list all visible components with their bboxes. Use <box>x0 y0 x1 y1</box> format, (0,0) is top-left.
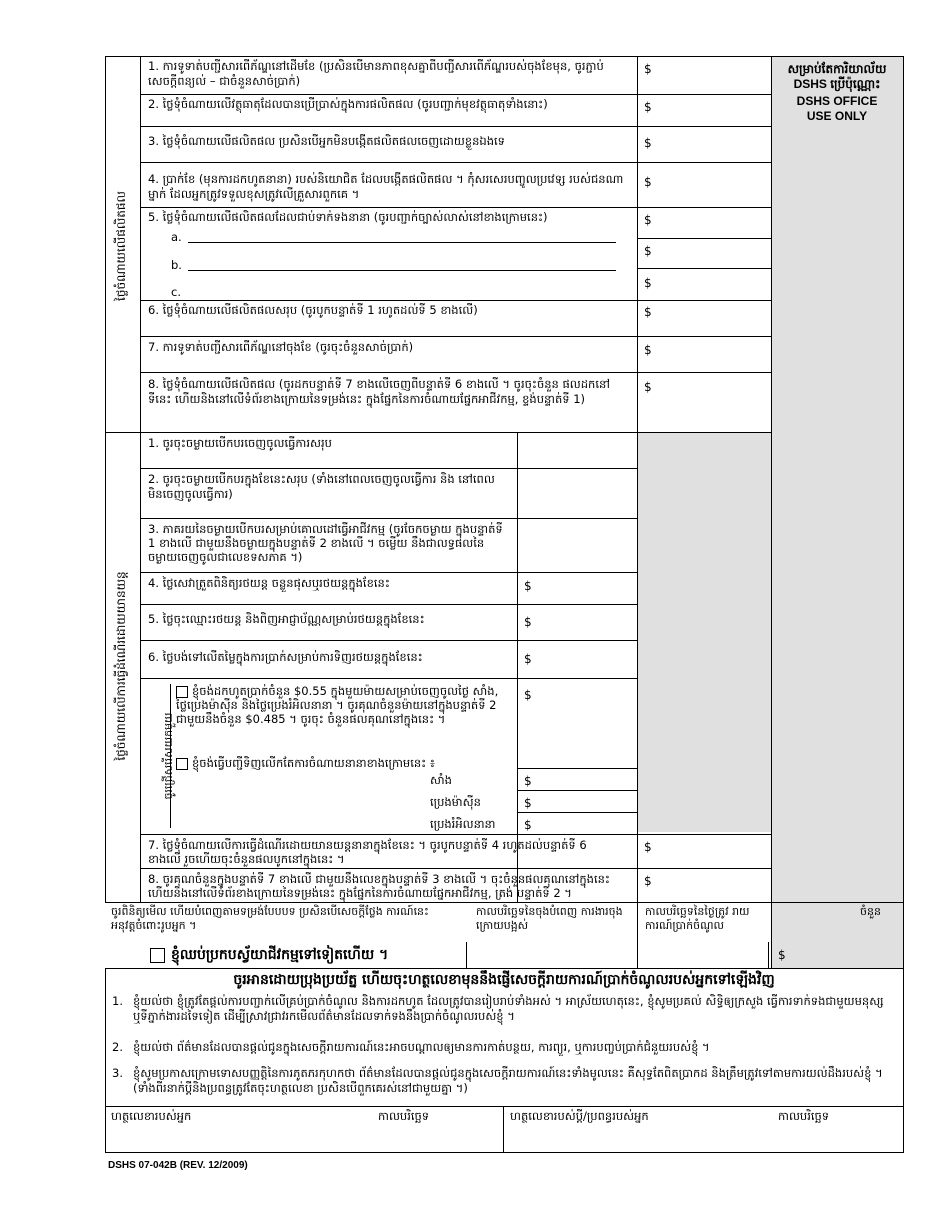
s1-row7-dollar[interactable]: $ <box>644 343 652 357</box>
s2-option1: ខ្ញុំចង់ដកហូតប្រាក់ចំនួន $0.55 ក្នុងមួយម៉ាយសម្រាប់ចេញចូលថ្ងៃ សាំង, ថ្លៃប្រេងម៉ាស៊ីន និងថ្លៃប្រេងរំអិលនានា ។ ចូរគុណចំនួនម៉ាយនៅក្នុងបន្ទាត់ទី 2 ជាមួយនឹងចំនួន $0.485 ។ ចូរចុះ ចំនួនផលគុណនៅក្នុងនេះ ។ <box>176 684 499 726</box>
certify-num-2: 2. <box>112 1040 123 1054</box>
s2-oil-label: ប្រេងម៉ាស៊ីន <box>430 795 481 809</box>
s1-sub-c: c. <box>171 285 181 299</box>
date1-label[interactable]: កាលបរិច្ឆេទ <box>378 1109 430 1123</box>
s2-row8-text: 8. ចូរគុណចំនួនក្នុងបន្ទាត់ទី 7 ខាងលើ ជាមួយនឹងលេខក្នុងបន្ទាត់ទី 3 ខាងលើ ។ ចុះចំនួនផលគុណនៅក្នុងនេះ ហើយនិងនៅលើទំព័រខាងក្រោយនៃទម្រង់នេះ ក្នុងផ្នែកនៃការចំណាយផ្នែកអាជីវកម្ម, ត្រង់ បន្ទាត់ទី 2 ។ <box>148 872 610 900</box>
s1-row3-text: 3. ថ្លៃទុំចំណាយលើផលិតផល ប្រសិនបើអ្នកមិនបង្កើតផលិតផលចេញដោយខ្លួនឯងទេ <box>148 134 505 148</box>
s1-sub-a-line <box>188 242 616 243</box>
s1-row5b-dollar[interactable]: $ <box>644 244 652 258</box>
certify-text-1: ខ្ញុំយល់ថា ខ្ញុំត្រូវតែផ្តល់ការបញ្ជាក់លើគ្រប់ប្រាក់ចំណូល និងការដកហូត ដែលត្រូវបានរៀបរាប់ទាំងអស់ ។ អាស្រ័យហេតុនេះ, ខ្ញុំសូមប្រគល់ សិទ្ធិឲ្យក្រសួង ធ្វើការទាក់ទងជាមួយមនុស្ស ឬទីភ្នាក់ងារដទៃទៀត ដើម្បីស្រាវជ្រាវរកមើលព័ត៌មានដែលទាក់ទងនឹងប្រាក់ចំណូលរបស់ខ្ញុំ ។ <box>133 994 884 1023</box>
s2-row7-text: 7. ថ្លៃទុំចំណាយលើការធ្វើដំណើរដោយយានយន្តនានាក្នុងខែនេះ ។ ចូរបូកបន្ទាត់ទី 4 រហូតដល់បន្ទាត់ទី 6 ខាងលើ រួចហើយចុះចំនួនផលបូកនៅក្នុងនេះ ។ <box>148 838 587 866</box>
s2-row6-text: 6. ថ្លៃបង់ទៅលើតម្លៃក្នុងការប្រាក់សម្រាប់ការទិញរថយន្តក្នុងខែនេះ <box>148 650 423 664</box>
s1-sub-b: b. <box>171 258 182 272</box>
s1-row1-text: 1. ការទូទាត់បញ្ជីសារពើភ័ណ្ឌនៅដើមខែ (ប្រសិនបើមានភាពខុសគ្នាពីបញ្ជីសារពើភ័ណ្ឌរបស់ចុងខែមុន, ចូរភ្ជាប់សេចក្តីពន្យល់ – ជាចំនួនសាច់ប្រាក់) <box>148 59 604 88</box>
option2-checkbox[interactable] <box>176 758 188 770</box>
section2-shading <box>637 432 771 832</box>
amount-dollar[interactable]: $ <box>778 948 786 962</box>
certify-text-3: ខ្ញុំសូមប្រកាសក្រោមទោសបញ្ញត្តិនៃការភូតភរកុហកថា ព័ត៌មានដែលបានផ្តល់ជូនក្នុងសេចក្តីរាយការណ៍នេះទាំងមូលនេះ គឺសុទ្ធតែពិតប្រាកដ និងត្រឹមត្រូវទៅតាមការយល់ដឹងរបស់ខ្ញុំ ។ (ទាំងពីរនាក់ប្តីនិងប្រពន្ធត្រូវតែចុះហត្ថលេខា ប្រសិនបើពួកគេរស់នៅជាមួយគ្នា ។) <box>133 1066 883 1095</box>
s2-row8-dollar[interactable]: $ <box>644 874 652 888</box>
s1-row8-dollar[interactable]: $ <box>644 380 652 394</box>
section2-vertical-label: ថ្លៃចំណាយលើការធ្វើដំណើរដោយយានយន្ត <box>114 571 128 761</box>
certify-num-1: 1. <box>112 994 123 1008</box>
s2-gas-label: សាំង <box>430 773 452 787</box>
s2-option1-dollar[interactable]: $ <box>524 688 532 702</box>
office-use-label: សម្រាប់តែការិយាល័យ DSHS ប្រើប៉ុណ្ណោះ DSHS OFFICE USE ONLY <box>787 62 887 123</box>
s2-lube-dollar[interactable]: $ <box>524 818 532 832</box>
s2-row7-dollar[interactable]: $ <box>644 840 652 854</box>
outer-top <box>105 56 903 57</box>
spouse-signature-label[interactable]: ហត្ថលេខារបស់ប្តី/ប្រពន្ធរបស់អ្នក <box>510 1109 649 1123</box>
s2-row5-text: 5. ថ្លៃចុះឈ្មោះរថយន្ត និងពិញអាជ្ញាប័ណ្ណសម្រាប់រថយន្តក្នុងខែនេះ <box>148 612 425 626</box>
office-col-line <box>771 56 772 968</box>
s1-row7-text: 7. ការទូទាត់បញ្ជីសារពើភ័ណ្ឌនៅចុងខែ (ចូរចុះចំនួនសាច់ប្រាក់) <box>148 340 414 354</box>
s2-row6-dollar[interactable]: $ <box>524 652 532 666</box>
s1-row3-dollar[interactable]: $ <box>644 136 652 150</box>
outer-right <box>903 56 904 1153</box>
s1-sub-b-line <box>188 270 616 271</box>
s2-row5-dollar[interactable]: $ <box>524 615 532 629</box>
s1-row4-text: 4. ប្រាក់ខែ (មុនការដកហូតនានា) របស់និយោជិត ដែលបង្កើតផលិតផល ។ កុំសរសេរបញ្ចូលប្រវេទ្ស របស់ជនណាម្នាក់ ដែលអ្នកត្រូវទទួលខុសត្រូវលើគ្រួសារពួកគេ ។ <box>148 172 624 201</box>
s2-lube-label: ប្រេងរំអិលនានា <box>430 817 496 831</box>
s1-row6-dollar[interactable]: $ <box>644 305 652 319</box>
s1-row2-text: 2. ថ្លៃទុំចំណាយលើវត្ថុធាតុដែលបានប្រើប្រាស់ក្នុងការផលិតផល (ចូរបញ្ជាក់មុខវត្ថុធាតុទាំងនោះ) <box>148 97 548 111</box>
s2-choose-label: ចូរជ្រើសរើសយកមួយ <box>162 712 175 800</box>
s2-oil-dollar[interactable]: $ <box>524 796 532 810</box>
outer-left <box>105 56 106 903</box>
bottom-col1-text: ចូរពិនិត្យមើល ហើយបំពេញតាមទម្រង់បែបបទ ប្រសិនបើសេចក្តីថ្លែង ការណ៍នេះអនុវត្តចំពោះរូបអ្នក ។ <box>111 905 429 932</box>
s1-row5-text: 5. ថ្លៃទុំចំណាយលើផលិតផលដែលជាប់ទាក់ទងនានា (ចូរបញ្ជាក់ច្បាស់លាស់នៅខាងក្រោមនេះ) <box>148 210 548 224</box>
stop-checkbox[interactable] <box>150 948 165 963</box>
bottom-col4-text: ចំនួន <box>860 905 881 918</box>
form-code: DSHS 07-042B (REV. 12/2009) <box>108 1160 248 1171</box>
your-signature-label[interactable]: ហត្ថលេខារបស់អ្នក <box>111 1109 192 1123</box>
certify-num-3: 3. <box>112 1066 123 1080</box>
option1-checkbox[interactable] <box>176 686 188 698</box>
label-col-line <box>140 56 141 903</box>
s2-row4-text: 4. ថ្លៃសេវាត្រួតពិនិត្យរថយន្ត ចន្លួនផុសឬរថយន្តក្នុងខែនេះ <box>148 576 390 590</box>
stop-self-employment: ខ្ញុំឈប់ប្រកបស្វ័យាជីវកម្មទៅទៀតហើយ ។ <box>150 945 388 966</box>
s2-value-col <box>517 432 518 902</box>
s1-row8-text: 8. ថ្លៃទុំចំណាយលើផលិតផល (ចូរដកបន្ទាត់ទី 7 ខាងលើចេញពីបន្ទាត់ទី 6 ខាងលើ ។ ចូរចុះចំនួន ផលដកនៅទីនេះ ហើយនិងនៅលើទំព័រខាងក្រោយនៃទម្រង់នេះ ក្នុងផ្នែកនៃការចំណាយផ្នែកអាជីវកម្ម, ខ្ទង់បន្ទាត់ទី 1) <box>148 377 610 406</box>
section1-vertical-label: ថ្លៃចំណាយលើផលិតផល <box>114 191 128 301</box>
s2-row3-text: 3. ភាគរយនៃចម្ងាយបើកបរសម្រាប់គោលដៅធ្វើអាជីវកម្ម (ចូរចែកចម្ងាយ ក្នុងបន្ទាត់ទី 1 ខាងលើ ជាមួយនឹងចម្ងាយក្នុងបន្ទាត់ទី 2 ខាងលើ ។ ចម្លើយ នឹងជាលទ្ធផលនៃចម្ងាយចេញចូលជាលេខទសភាគ ។) <box>148 522 503 564</box>
s1-row5a-dollar[interactable]: $ <box>644 213 652 227</box>
bottom-col3-text: កាលបរិច្ឆេទនៃថ្ងៃត្រូវ រាយការណ៍ប្រាក់ចំណូល <box>645 905 750 932</box>
s2-row1-text: 1. ចូរចុះចម្ងាយបើកបរចេញចូលធ្វើការសរុប <box>148 436 332 450</box>
s1-row1-dollar[interactable]: $ <box>644 62 652 76</box>
date2-label[interactable]: កាលបរិច្ឆេទ <box>778 1109 830 1123</box>
s1-row6-text: 6. ថ្លៃទុំចំណាយលើផលិតផលសរុប (ចូរបូកបន្ទាត់ទី 1 រហូតដល់ទី 5 ខាងលើ) <box>148 303 478 317</box>
s1-sub-a: a. <box>171 230 182 244</box>
s1-row2-dollar[interactable]: $ <box>644 100 652 114</box>
dollar-col-line <box>637 56 638 968</box>
bottom-col2-text: កាលបរិច្ឆេទនៃចុងបំពេញ ការងារចុងក្រោយបង្អស់ <box>476 905 623 932</box>
certify-text-2: ខ្ញុំយល់ថា ព័ត៌មានដែលបានផ្តល់ជូនក្នុងសេចក្តីរាយការណ៍នេះអាចបណ្តាលឲ្យមានការកាត់បន្ថយ, ការព្យួរ, ឬការបញ្ចប់ប្រាក់ជំនួយរបស់ខ្ញុំ ។ <box>133 1040 710 1054</box>
s2-gas-dollar[interactable]: $ <box>524 774 532 788</box>
s2-option2: ខ្ញុំចង់ធ្វើបញ្ជីទិញលើកតែការចំណាយនានាខាងក្រោមនេះ ៖ <box>176 756 510 770</box>
certify-heading: ចូរអានដោយប្រុងប្រយ័ត្ន ហើយចុះហត្ថលេខាមុននឹងផ្ញើសេចក្តីរាយការណ៍ប្រាក់ចំណូលរបស់អ្នកទៅឡើងវិញ <box>233 972 775 988</box>
office-use-shading <box>771 56 903 968</box>
s1-row4-dollar[interactable]: $ <box>644 175 652 189</box>
s2-row2-text: 2. ចូរចុះចម្ងាយបើកបរក្នុងខែនេះសរុប (ទាំងនៅពេលចេញចូលធ្វើការ និង នៅពេលមិនចេញចូលធ្វើការ) <box>148 472 495 501</box>
s1-row5c-dollar[interactable]: $ <box>644 276 652 290</box>
s2-row4-dollar[interactable]: $ <box>524 579 532 593</box>
